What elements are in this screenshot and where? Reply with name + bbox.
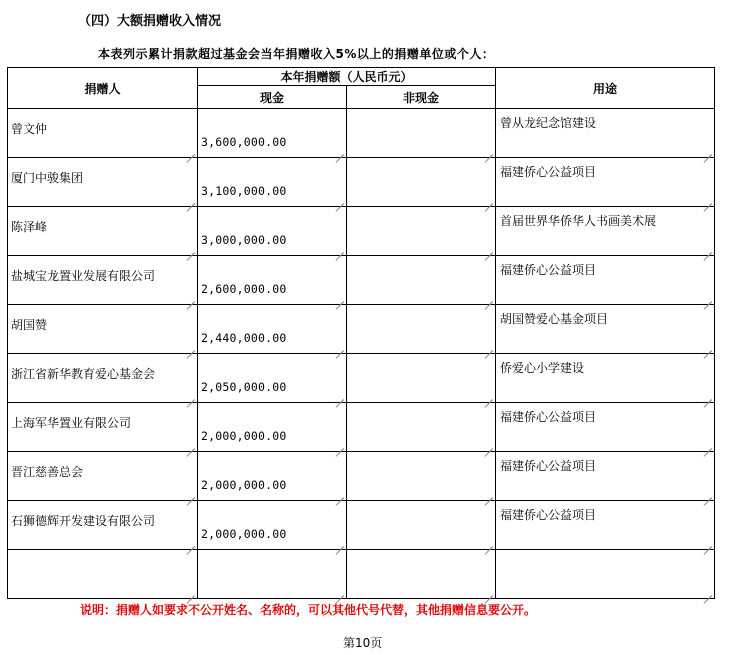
resize-grip-icon[interactable]: [336, 588, 344, 596]
donor-field[interactable]: [8, 452, 198, 501]
purpose-field-text: 福建侨心公益项目: [500, 459, 597, 473]
table-row: [8, 305, 715, 354]
purpose-field[interactable]: [496, 256, 715, 305]
purpose-field[interactable]: [496, 501, 715, 550]
donor-field-text: 石狮德辉开发建设有限公司: [11, 514, 156, 528]
table-row: [8, 452, 715, 501]
resize-grip-icon[interactable]: [485, 441, 493, 449]
donor-field[interactable]: [8, 550, 198, 599]
noncash-field[interactable]: [347, 403, 496, 452]
purpose-field-text: 福建侨心公益项目: [500, 508, 597, 522]
purpose-field-text: 曾从龙纪念馆建设: [500, 116, 597, 130]
resize-grip-icon[interactable]: [704, 245, 712, 253]
table-subtitle: 本表列示累计捐款超过基金会当年捐赠收入5%以上的捐赠单位或个人：: [98, 47, 495, 61]
noncash-field[interactable]: [347, 158, 496, 207]
donor-field-text: 陈泽峰: [11, 220, 48, 234]
resize-grip-icon[interactable]: [704, 441, 712, 449]
cash-field[interactable]: [198, 403, 347, 452]
cash-field-text: 2,000,000.00: [201, 527, 287, 541]
resize-grip-icon[interactable]: [485, 245, 493, 253]
cash-field[interactable]: [198, 501, 347, 550]
donor-field[interactable]: [8, 403, 198, 452]
donor-field-text: 上海军华置业有限公司: [11, 416, 132, 430]
resize-grip-icon[interactable]: [336, 490, 344, 498]
resize-grip-icon[interactable]: [704, 147, 712, 155]
resize-grip-icon[interactable]: [336, 539, 344, 547]
cash-field-text: 2,050,000.00: [201, 380, 287, 394]
donor-field-text: 曾文仲: [11, 122, 48, 136]
resize-grip-icon[interactable]: [704, 490, 712, 498]
header-donor: 捐赠人: [8, 68, 198, 109]
purpose-field[interactable]: [496, 354, 715, 403]
donor-field[interactable]: [8, 109, 198, 158]
cash-field-text: 2,000,000.00: [201, 429, 287, 443]
cash-field[interactable]: [198, 158, 347, 207]
cash-field[interactable]: [198, 305, 347, 354]
noncash-field[interactable]: [347, 452, 496, 501]
cash-field-text: 2,000,000.00: [201, 478, 287, 492]
cash-field[interactable]: [198, 550, 347, 599]
cash-field[interactable]: [198, 256, 347, 305]
purpose-field[interactable]: [496, 452, 715, 501]
noncash-field[interactable]: [347, 207, 496, 256]
donor-field[interactable]: [8, 256, 198, 305]
table-row: [8, 207, 715, 256]
resize-grip-icon[interactable]: [187, 343, 195, 351]
resize-grip-icon[interactable]: [336, 392, 344, 400]
resize-grip-icon[interactable]: [187, 441, 195, 449]
noncash-field[interactable]: [347, 550, 496, 599]
purpose-field[interactable]: [496, 305, 715, 354]
resize-grip-icon[interactable]: [485, 490, 493, 498]
resize-grip-icon[interactable]: [704, 588, 712, 596]
purpose-field-text: 福建侨心公益项目: [500, 263, 597, 277]
cash-field-text: 2,600,000.00: [201, 282, 287, 296]
purpose-field-text: 福建侨心公益项目: [500, 165, 597, 179]
table-row: [8, 403, 715, 452]
donor-field[interactable]: [8, 501, 198, 550]
donor-field[interactable]: [8, 305, 198, 354]
header-purpose: 用途: [496, 68, 715, 109]
table-row: [8, 256, 715, 305]
purpose-field[interactable]: [496, 403, 715, 452]
resize-grip-icon[interactable]: [485, 343, 493, 351]
purpose-field[interactable]: [496, 550, 715, 599]
purpose-field[interactable]: [496, 109, 715, 158]
purpose-field-text: 侨爱心小学建设: [500, 361, 585, 375]
purpose-field[interactable]: [496, 158, 715, 207]
resize-grip-icon[interactable]: [187, 294, 195, 302]
resize-grip-icon[interactable]: [187, 245, 195, 253]
resize-grip-icon[interactable]: [336, 147, 344, 155]
donor-field-text: 晋江慈善总会: [11, 465, 84, 479]
cash-field[interactable]: [198, 354, 347, 403]
header-cash: 现金: [198, 86, 347, 109]
resize-grip-icon[interactable]: [336, 441, 344, 449]
noncash-field[interactable]: [347, 354, 496, 403]
resize-grip-icon[interactable]: [336, 245, 344, 253]
resize-grip-icon[interactable]: [704, 294, 712, 302]
table-row: [8, 158, 715, 207]
resize-grip-icon[interactable]: [187, 196, 195, 204]
resize-grip-icon[interactable]: [485, 539, 493, 547]
table-row: [8, 354, 715, 403]
donor-field-text: 胡国赞: [11, 318, 48, 332]
resize-grip-icon[interactable]: [704, 343, 712, 351]
resize-grip-icon[interactable]: [187, 539, 195, 547]
resize-grip-icon[interactable]: [336, 343, 344, 351]
cash-field[interactable]: [198, 207, 347, 256]
cash-field-text: 3,600,000.00: [201, 135, 287, 149]
purpose-field-text: 胡国赞爱心基金项目: [500, 312, 609, 326]
cash-field[interactable]: [198, 452, 347, 501]
purpose-field-text: 福建侨心公益项目: [500, 410, 597, 424]
table-row: [8, 501, 715, 550]
resize-grip-icon[interactable]: [336, 196, 344, 204]
header-amount-group: 本年捐赠额（人民币元）: [198, 68, 496, 86]
resize-grip-icon[interactable]: [187, 147, 195, 155]
donor-field-text: 浙江省新华教育爱心基金会: [11, 367, 156, 381]
resize-grip-icon[interactable]: [336, 294, 344, 302]
disclosure-note: 说明：捐赠人如要求不公开姓名、名称的，可以其他代号代替，其他捐赠信息要公开。: [80, 603, 537, 617]
large-donations-table: [7, 67, 715, 599]
resize-grip-icon[interactable]: [485, 392, 493, 400]
resize-grip-icon[interactable]: [704, 196, 712, 204]
section-title: （四）大额捐赠收入情况: [78, 14, 222, 29]
resize-grip-icon[interactable]: [704, 392, 712, 400]
noncash-field[interactable]: [347, 501, 496, 550]
resize-grip-icon[interactable]: [704, 539, 712, 547]
resize-grip-icon[interactable]: [187, 392, 195, 400]
purpose-field[interactable]: [496, 207, 715, 256]
noncash-field[interactable]: [347, 109, 496, 158]
resize-grip-icon[interactable]: [485, 588, 493, 596]
header-noncash: 非现金: [347, 86, 496, 109]
resize-grip-icon[interactable]: [187, 490, 195, 498]
donor-field-text: 盐城宝龙置业发展有限公司: [11, 269, 156, 283]
cash-field[interactable]: [198, 109, 347, 158]
purpose-field-text: 首届世界华侨华人书画美术展: [500, 214, 657, 228]
donor-field[interactable]: [8, 207, 198, 256]
resize-grip-icon[interactable]: [485, 147, 493, 155]
table-row: [8, 109, 715, 158]
resize-grip-icon[interactable]: [485, 294, 493, 302]
cash-field-text: 2,440,000.00: [201, 331, 287, 345]
donor-field[interactable]: [8, 158, 198, 207]
cash-field-text: 3,100,000.00: [201, 184, 287, 198]
resize-grip-icon[interactable]: [485, 196, 493, 204]
cash-field-text: 3,000,000.00: [201, 233, 287, 247]
page-number: 第10页: [343, 636, 383, 650]
resize-grip-icon[interactable]: [187, 588, 195, 596]
noncash-field[interactable]: [347, 305, 496, 354]
noncash-field[interactable]: [347, 256, 496, 305]
donor-field-text: 厦门中骏集团: [11, 171, 84, 185]
donor-field[interactable]: [8, 354, 198, 403]
table-row: [8, 550, 715, 599]
